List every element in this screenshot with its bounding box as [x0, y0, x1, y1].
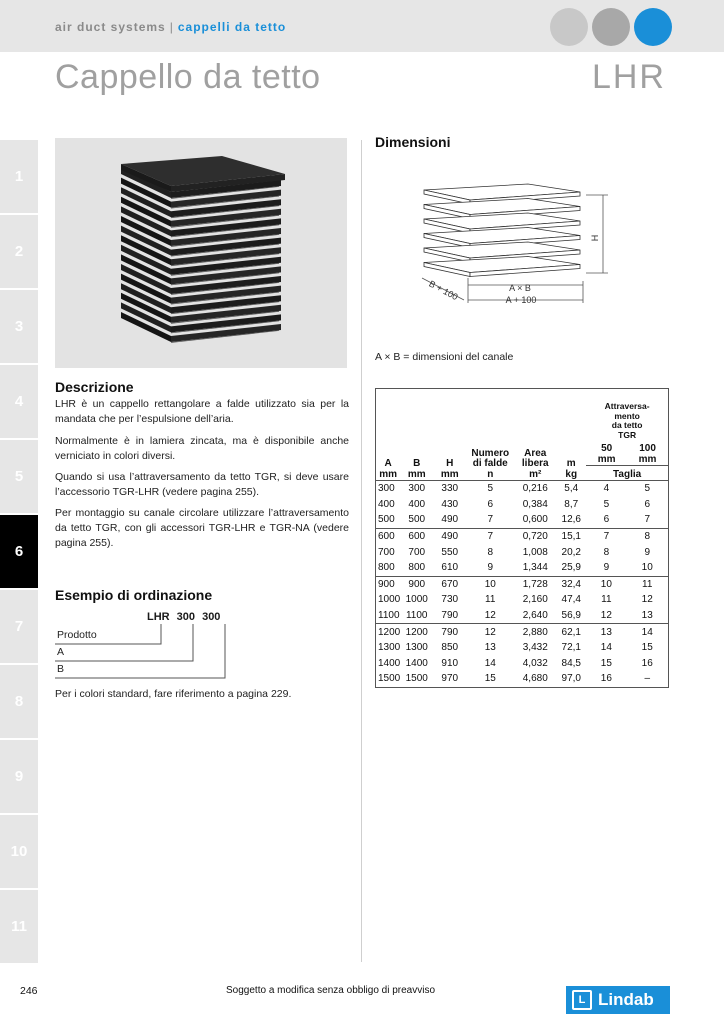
- table-cell: 1100: [378, 610, 400, 622]
- table-cell: 0,720: [514, 528, 556, 544]
- table-cell: 47,4: [561, 594, 581, 606]
- table-cell: 56,9: [561, 610, 581, 622]
- table-cell: 1000: [405, 594, 428, 606]
- table-cell: 32,4: [556, 576, 586, 592]
- breadcrumb: [55, 20, 286, 34]
- table-cell: 400: [378, 498, 395, 510]
- table-cell: 5,4: [556, 481, 586, 497]
- dimensions-caption: A × B = dimensioni del canale: [375, 351, 514, 363]
- table-cell: 5: [626, 481, 668, 497]
- order-note: Per i colori standard, fare riferimento a pagina 229.: [55, 688, 292, 700]
- table-row: [376, 560, 669, 576]
- side-tab-10[interactable]: 10: [0, 815, 38, 888]
- lindab-logo: [566, 986, 670, 1014]
- dimension-slats: [424, 184, 580, 277]
- side-tab-2[interactable]: 2: [0, 215, 38, 288]
- th-m: m kg: [565, 458, 578, 480]
- table-cell: 600: [376, 528, 401, 544]
- table-cell: 10: [466, 576, 514, 592]
- lindab-logo-text: Lindab: [598, 990, 654, 1009]
- table-cell: 8,7: [564, 498, 579, 510]
- table-cell: 7: [487, 514, 494, 526]
- table-cell: 700: [378, 546, 395, 558]
- table-cell: 300: [400, 481, 433, 497]
- table-cell: 8: [487, 546, 494, 558]
- order-label-b: B: [57, 663, 65, 675]
- table-cell: 8: [603, 546, 610, 558]
- table-cell: 550: [441, 546, 459, 558]
- header-dot-1: [550, 8, 588, 46]
- table-cell: 0,216: [514, 481, 556, 497]
- table-cell: 11: [626, 576, 668, 592]
- dim-label-axb: A × B: [509, 283, 531, 293]
- table-cell: 600: [400, 528, 433, 544]
- th-a: A mm: [379, 458, 398, 480]
- order-label-product: Prodotto: [57, 629, 97, 641]
- table-cell: 6: [644, 498, 650, 510]
- table-cell: 6: [487, 498, 494, 510]
- table-cell: 610: [441, 562, 459, 574]
- table-cell: 97,0: [561, 673, 581, 685]
- registered-mark: ®: [665, 987, 670, 993]
- table-cell: 14: [600, 642, 612, 654]
- table-row: [376, 512, 669, 528]
- th-h: H mm: [440, 458, 459, 480]
- table-cell: 910: [441, 657, 459, 669]
- table-cell: 790: [433, 624, 466, 640]
- th-area: Area libera m²: [521, 447, 549, 480]
- table-cell: 12,6: [561, 514, 581, 526]
- table-row: [376, 544, 669, 560]
- table-row: [376, 671, 669, 687]
- table-cell: 12: [466, 624, 514, 640]
- dimension-drawing: [408, 178, 618, 310]
- table-cell: 800: [378, 562, 395, 574]
- table-cell: 7: [586, 528, 626, 544]
- breadcrumb-page[interactable]: cappelli da tetto: [177, 20, 287, 34]
- table-cell: 4,032: [522, 657, 548, 669]
- table-cell: 11: [485, 594, 496, 606]
- table-cell: 7: [644, 514, 650, 526]
- column-divider: [361, 140, 362, 962]
- table-cell: 15: [600, 657, 612, 669]
- table-row: [376, 640, 669, 656]
- table-cell: 790: [441, 610, 459, 622]
- table-cell: 2,880: [514, 624, 556, 640]
- side-tab-9[interactable]: 9: [0, 740, 38, 813]
- table-cell: 0,600: [522, 514, 548, 526]
- order-code: LHR 300 300: [147, 611, 221, 623]
- table-cell: 1500: [405, 673, 428, 685]
- side-tab-11[interactable]: 11: [0, 890, 38, 963]
- table-cell: 8: [626, 528, 668, 544]
- table-cell: 970: [441, 673, 459, 685]
- side-tab-1[interactable]: 1: [0, 140, 38, 213]
- table-cell: 900: [376, 576, 401, 592]
- table-cell: 3,432: [522, 642, 548, 654]
- table-cell: 430: [441, 498, 459, 510]
- table-cell: 9: [644, 546, 650, 558]
- table-cell: 730: [441, 594, 459, 606]
- order-code-lines: [55, 624, 235, 680]
- description-heading: Descrizione: [55, 379, 134, 395]
- table-cell: 9: [487, 562, 494, 574]
- th-tgr-50: 50 mm: [597, 443, 616, 465]
- table-cell: 850: [441, 642, 459, 654]
- dim-label-b100: B + 100: [427, 278, 460, 303]
- table-cell: 15: [484, 673, 496, 685]
- table-cell: 330: [433, 481, 466, 497]
- table-row: [376, 481, 669, 497]
- table-row: [376, 497, 669, 513]
- table-row: [376, 624, 669, 640]
- th-tgr-100: 100 mm: [638, 443, 657, 465]
- side-tab-3[interactable]: 3: [0, 290, 38, 363]
- table-cell: 4: [586, 481, 626, 497]
- table-cell: 12: [641, 594, 653, 606]
- table-cell: 670: [433, 576, 466, 592]
- table-cell: –: [644, 673, 650, 685]
- table-cell: 500: [408, 514, 426, 526]
- table-cell: 700: [408, 546, 426, 558]
- table-cell: 62,1: [556, 624, 586, 640]
- table-cell: 12: [484, 610, 496, 622]
- table-cell: 400: [408, 498, 426, 510]
- table-cell: 2,640: [522, 610, 548, 622]
- table-cell: 1000: [378, 594, 401, 606]
- table-cell: 1400: [378, 657, 401, 669]
- description-paragraph-3: Quando si usa l’attraversamento da tetto TGR, si deve usare l’accessorio TGR-LHR (vedere pagina 255).: [55, 471, 349, 498]
- table-cell: 5: [603, 498, 610, 510]
- table-cell: 13: [586, 624, 626, 640]
- side-tab-6[interactable]: 6: [0, 515, 38, 588]
- th-b: B mm: [407, 458, 426, 480]
- table-row: [376, 608, 669, 624]
- table-cell: 1200: [376, 624, 401, 640]
- table-cell: 5: [466, 481, 514, 497]
- product-code: LHR: [591, 58, 666, 96]
- table-cell: 0,384: [522, 498, 548, 510]
- table-cell: 1,008: [522, 546, 548, 558]
- table-cell: 9: [603, 562, 610, 574]
- table-cell: 25,9: [561, 562, 581, 574]
- table-cell: 12: [600, 610, 612, 622]
- table-row: [376, 576, 669, 592]
- table-cell: 1300: [405, 642, 428, 654]
- table-cell: 14: [484, 657, 496, 669]
- header-dot-2: [592, 8, 630, 46]
- table-row: [376, 656, 669, 672]
- lindab-logo-mark-icon: L: [572, 990, 592, 1010]
- side-tab-8[interactable]: 8: [0, 665, 38, 738]
- table-cell: 20,2: [561, 546, 581, 558]
- table-cell: 2,160: [522, 594, 548, 606]
- table-cell: 1500: [378, 673, 401, 685]
- th-n: Numero di falde n: [471, 447, 510, 480]
- table-cell: 16: [600, 673, 612, 685]
- product-photo: [55, 138, 347, 368]
- table-cell: 10: [641, 562, 653, 574]
- table-cell: 1,728: [514, 576, 556, 592]
- table-cell: 14: [626, 624, 668, 640]
- table-cell: 84,5: [561, 657, 581, 669]
- table-cell: 1400: [405, 657, 428, 669]
- table-cell: 13: [484, 642, 496, 654]
- table-cell: 490: [433, 528, 466, 544]
- table-cell: 13: [641, 610, 653, 622]
- table-cell: 1,344: [522, 562, 548, 574]
- table-cell: 1100: [405, 610, 428, 622]
- table-row: [376, 592, 669, 608]
- roof-cap-image: [55, 138, 347, 368]
- table-cell: 500: [378, 514, 395, 526]
- table-cell: 72,1: [561, 642, 581, 654]
- side-tab-4[interactable]: 4: [0, 365, 38, 438]
- breadcrumb-separator: |: [169, 20, 174, 34]
- table-cell: 300: [376, 481, 401, 497]
- table-cell: 11: [601, 594, 612, 606]
- description-paragraph-2: Normalmente è in lamiera zincata, ma è disponibile anche verniciato in colori diversi.: [55, 435, 349, 462]
- order-label-a: A: [57, 646, 65, 658]
- table-cell: 490: [441, 514, 459, 526]
- breadcrumb-section[interactable]: air duct systems: [55, 20, 166, 34]
- table-cell: 10: [586, 576, 626, 592]
- description-paragraph-4: Per montaggio su canale circolare utilizzare l’attraversamento da tetto TGR, con gli accessori TGR-LHR e TGR-NA (vedere pagina 255).: [55, 507, 349, 549]
- spec-table: [375, 388, 669, 688]
- header-dot-3: [634, 8, 672, 46]
- footer-note: Soggetto a modifica senza obbligo di preavviso: [226, 985, 436, 996]
- th-taglia: Taglia: [586, 466, 668, 481]
- table-cell: 6: [603, 514, 610, 526]
- th-tgr: Attraversa- mento da tetto TGR 50 mm 100 mm: [586, 389, 668, 466]
- table-cell: 16: [641, 657, 653, 669]
- table-cell: 15: [641, 642, 653, 654]
- table-row: [376, 528, 669, 544]
- table-cell: 800: [408, 562, 426, 574]
- table-cell: 1300: [378, 642, 401, 654]
- dim-label-h: H: [590, 234, 600, 242]
- table-cell: 900: [400, 576, 433, 592]
- dim-label-a100: A + 100: [505, 295, 537, 305]
- table-cell: 15,1: [556, 528, 586, 544]
- table-cell: 4,680: [522, 673, 548, 685]
- table-cell: 7: [466, 528, 514, 544]
- page-title: Cappello da tetto: [55, 58, 321, 96]
- description-paragraph-1: LHR è un cappello rettangolare a falde utilizzato sia per la mandata che per l’espulsione dell’aria.: [55, 398, 349, 425]
- table-cell: 1200: [400, 624, 433, 640]
- dimensions-heading: Dimensioni: [375, 134, 451, 150]
- side-tab-5[interactable]: 5: [0, 440, 38, 513]
- page-number: 246: [20, 985, 38, 997]
- order-example-heading: Esempio di ordinazione: [55, 587, 213, 603]
- side-tab-7[interactable]: 7: [0, 590, 38, 663]
